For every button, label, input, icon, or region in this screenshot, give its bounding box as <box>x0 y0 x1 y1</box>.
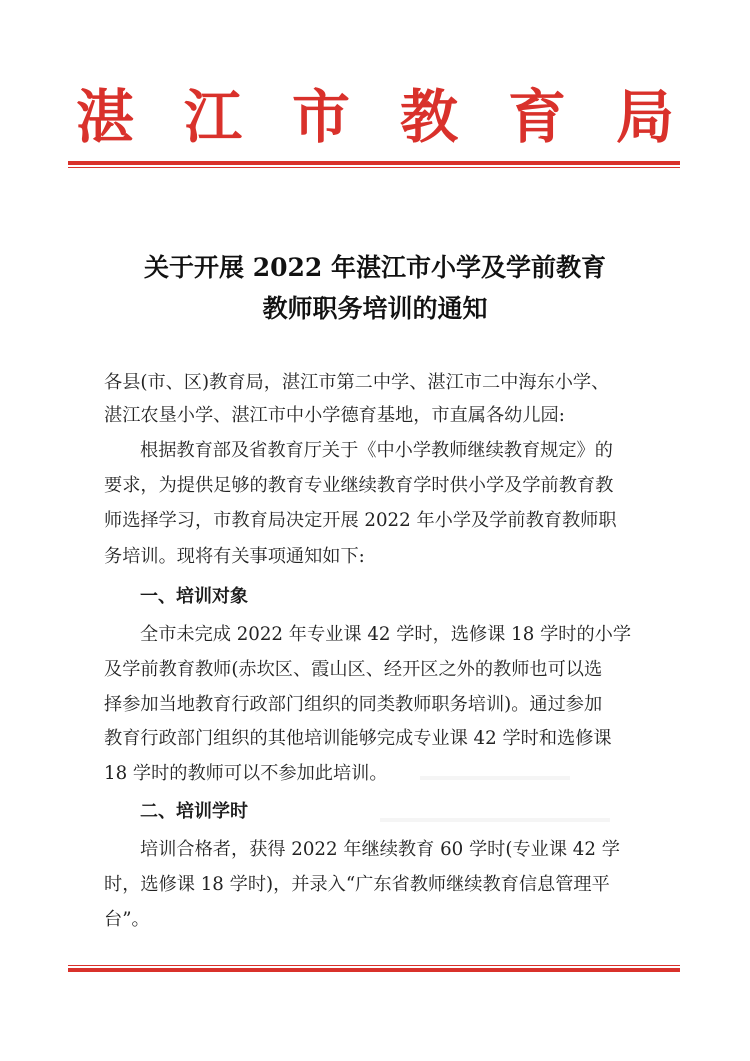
footer-rule-thick <box>68 968 680 972</box>
section-1-line-3: 择参加当地教育行政部门组织的同类教师职务培训)。通过参加 <box>104 694 603 715</box>
section-2-heading: 二、培训学时 <box>140 801 248 822</box>
letterhead-char: 育 <box>507 83 566 151</box>
letterhead-char: 局 <box>615 83 674 151</box>
letterhead-rule-thin <box>68 167 680 168</box>
section-1-line-1: 全市未完成 2022 年专业课 42 学时，选修课 18 学时的小学 <box>140 624 632 645</box>
section-2-line-3: 台”。 <box>104 909 150 930</box>
intro-line-2: 要求，为提供足够的教育专业继续教育学时供小学及学前教育教 <box>104 475 614 496</box>
intro-line-3: 师选择学习，市教育局决定开展 2022 年小学及学前教育教师职 <box>104 510 617 531</box>
addressee-line-1: 各县(市、区)教育局，湛江市第二中学、湛江市二中海东小学、 <box>104 372 610 393</box>
addressee-line-2: 湛江农垦小学、湛江市中小学德育基地，市直属各幼儿园: <box>104 405 565 426</box>
document-title-line-1: 关于开展 2022 年湛江市小学及学前教育 <box>144 253 606 282</box>
intro-line-1: 根据教育部及省教育厅关于《中小学教师继续教育规定》的 <box>140 440 613 461</box>
bleed-through-mark <box>380 818 610 822</box>
section-2-line-1: 培训合格者，获得 2022 年继续教育 60 学时(专业课 42 学 <box>140 839 620 860</box>
footer-rule-thin <box>68 965 680 966</box>
intro-line-4: 务培训。现将有关事项通知如下: <box>104 546 365 567</box>
section-1-line-2: 及学前教育教师(赤坎区、霞山区、经开区之外的教师也可以选 <box>104 659 603 680</box>
bleed-through-mark <box>420 776 570 780</box>
document-title-line-2: 教师职务培训的通知 <box>262 294 488 323</box>
letterhead-char: 江 <box>183 83 242 151</box>
letterhead-char: 教 <box>399 83 458 151</box>
letterhead-rule-thick <box>68 161 680 165</box>
letterhead-char: 市 <box>291 83 350 151</box>
letterhead-char: 湛 <box>75 83 134 151</box>
section-1-heading: 一、培训对象 <box>140 586 248 607</box>
section-1-line-5: 18 学时的教师可以不参加此培训。 <box>104 763 388 784</box>
section-2-line-2: 时，选修课 18 学时)，并录入“广东省教师继续教育信息管理平 <box>104 874 610 895</box>
section-1-line-4: 教育行政部门组织的其他培训能够完成专业课 42 学时和选修课 <box>104 728 612 749</box>
letterhead <box>70 82 680 152</box>
